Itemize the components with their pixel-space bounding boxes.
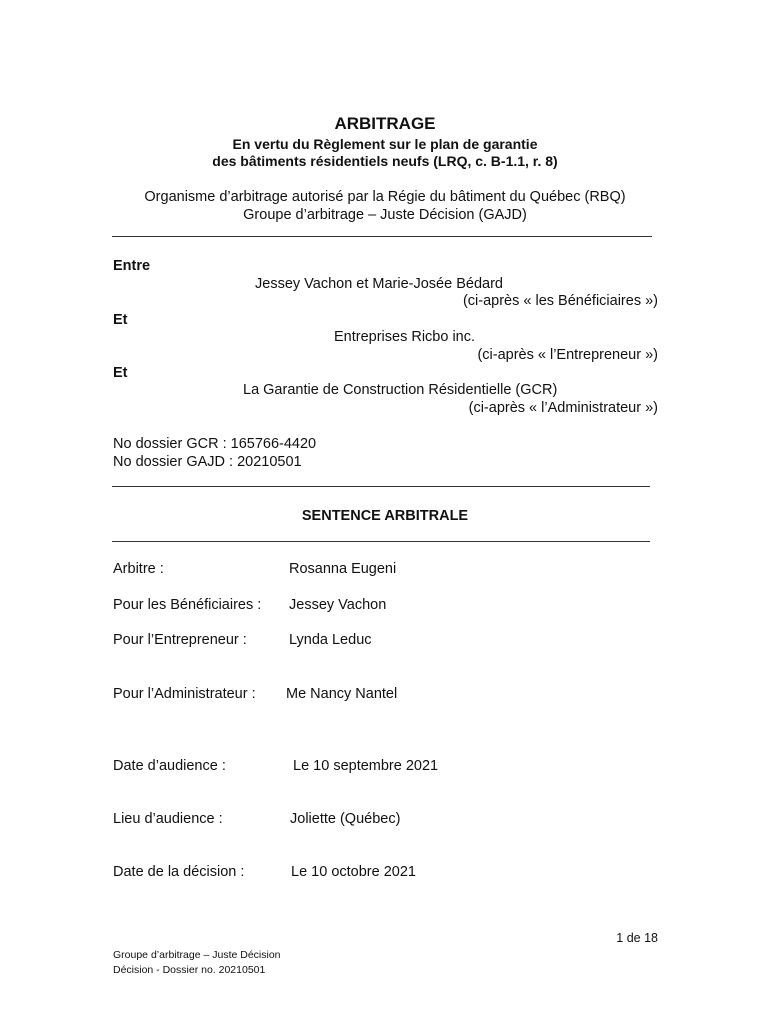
entrepreneur-rep-value: Lynda Leduc [289,632,372,648]
administrateur-rep-value: Me Nancy Nantel [286,686,398,702]
subtitle-line-1: En vertu du Règlement sur le plan de garantie [232,136,538,152]
arbitre-label: Arbitre : [113,561,164,577]
divider-middle [112,486,650,487]
administrateur-role: (ci-après « l’Administrateur ») [468,400,658,416]
date-audience-value: Le 10 septembre 2021 [293,758,439,774]
document-title: ARBITRAGE [334,114,436,133]
beneficiaires-rep-label: Pour les Bénéficiaires : [113,597,262,613]
beneficiaires-rep-value: Jessey Vachon [289,597,387,613]
date-decision-label: Date de la décision : [113,864,245,880]
beneficiaires-name: Jessey Vachon et Marie-Josée Bédard [255,276,503,292]
dossier-gcr: No dossier GCR : 165766-4420 [113,436,317,452]
dossier-gajd: No dossier GAJD : 20210501 [113,454,302,470]
beneficiaires-role: (ci-après « les Bénéficiaires ») [462,293,658,309]
date-decision-value: Le 10 octobre 2021 [291,864,416,880]
entrepreneur-role: (ci-après « l’Entrepreneur ») [477,347,658,363]
entre-label: Entre [113,258,151,274]
footer-line-1: Groupe d’arbitrage – Juste Décision [113,949,281,961]
arbitre-value: Rosanna Eugeni [289,561,397,577]
sentence-title: SENTENCE ARBITRALE [301,508,469,524]
entrepreneur-name: Entreprises Ricbo inc. [334,329,476,345]
et-label-2: Et [113,365,128,381]
divider-top [112,236,652,237]
lieu-audience-value: Joliette (Québec) [290,811,401,827]
administrateur-name: La Garantie de Construction Résidentielle (GCR) [243,382,558,398]
organisme-line: Organisme d’arbitrage autorisé par la Régie du bâtiment du Québec (RBQ) [144,189,626,205]
lieu-audience-label: Lieu d’audience : [113,811,223,827]
et-label-1: Et [113,312,128,328]
page-number: 1 de 18 [616,931,658,945]
footer-line-2: Décision - Dossier no. 20210501 [113,964,266,976]
date-audience-label: Date d’audience : [113,758,226,774]
groupe-line: Groupe d’arbitrage – Juste Décision (GAJD) [243,207,527,223]
administrateur-rep-label: Pour l’Administrateur : [113,686,256,702]
subtitle-line-2: des bâtiments résidentiels neufs (LRQ, c. B-1.1, r. 8) [212,153,558,169]
divider-sentence [112,541,650,542]
entrepreneur-rep-label: Pour l’Entrepreneur : [113,632,247,648]
